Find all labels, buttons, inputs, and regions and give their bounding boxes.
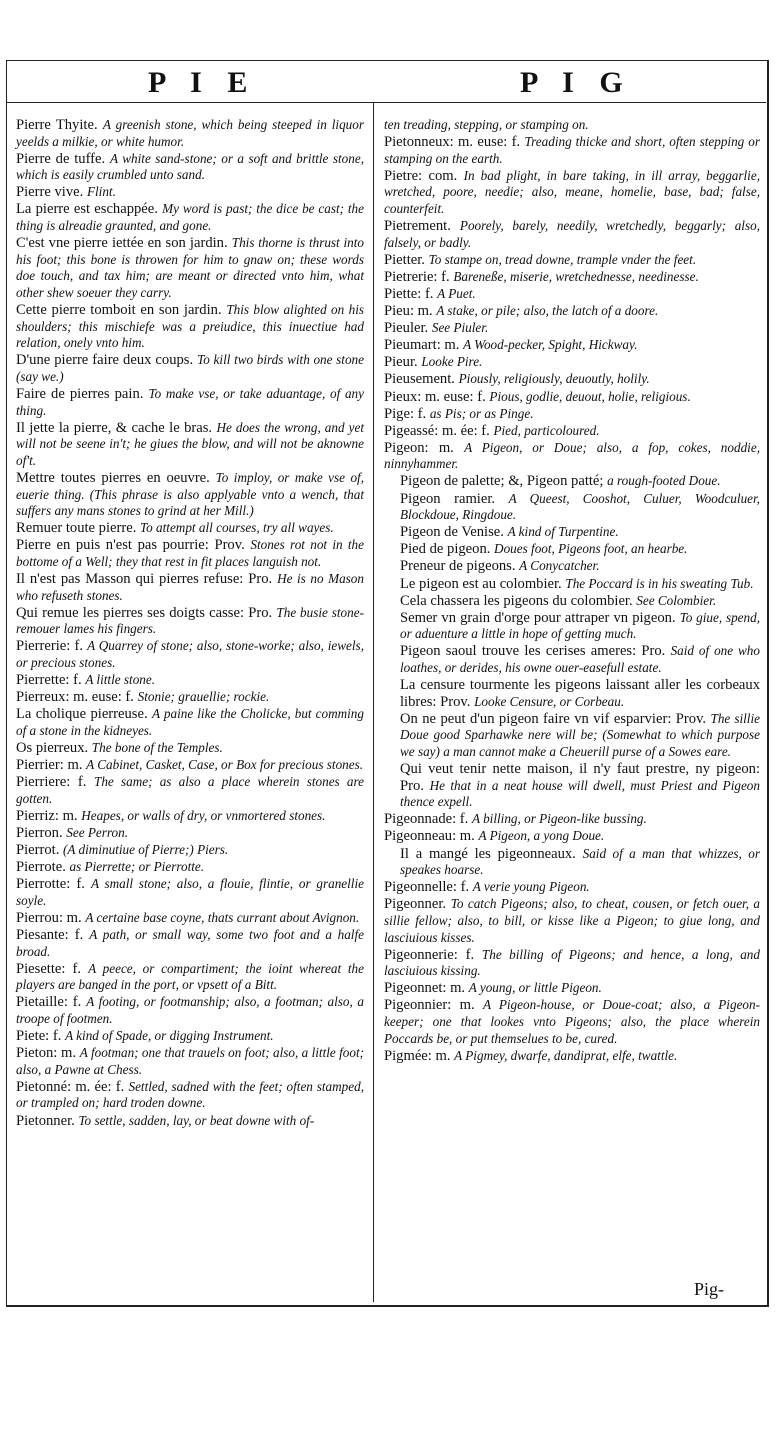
entry-headword: Pieusement. xyxy=(384,371,455,388)
entry-definition: He is no Mason who refuseth stones. xyxy=(16,571,364,603)
entry-headword: C'est vne pierre iettée en son jardin. xyxy=(16,235,228,252)
entry-definition: See Colombier. xyxy=(636,592,717,608)
entry-headword: La pierre est eschappée. xyxy=(16,201,158,218)
entry-headword: Pierrier: m. xyxy=(16,757,83,774)
entry-headword: Pigeonnet: m. xyxy=(384,980,466,997)
entry-headword: Pierrotte: f. xyxy=(16,876,85,893)
entry-definition: A young, or little Pigeon. xyxy=(468,980,602,996)
entry-headword: Pigeonnier: m. xyxy=(384,997,475,1014)
dictionary-entry xyxy=(384,354,760,371)
dictionary-entry xyxy=(16,1079,364,1112)
entry-definition: A footing, or footmanship; also, a footman; also, a troope of footmen. xyxy=(16,994,364,1026)
running-head-left: P I E xyxy=(148,66,257,99)
dictionary-entry xyxy=(16,386,364,419)
entry-definition: He does the wrong, and yet will not be seene in't; he giues the blow, and will not be aknowne of't. xyxy=(16,419,364,468)
entry-definition: A certaine base coyne, thats currant about Avignon. xyxy=(85,909,360,925)
entry-headword: Pietrement. xyxy=(384,218,451,235)
entry-definition: A paine like the Cholicke, but comming of a stone in the kidneyes. xyxy=(16,706,364,738)
entry-definition: Pied, particoloured. xyxy=(493,422,600,438)
dictionary-entry xyxy=(384,524,760,541)
entry-definition: A white sand-stone; or a soft and brittle stone, which is easily crumbled unto sand. xyxy=(16,150,364,183)
entry-headword: Il n'est pas Masson qui pierres refuse: Pro. xyxy=(16,571,273,588)
dictionary-entry xyxy=(16,571,364,604)
entry-headword: Il a mangé les pigeonneaux. xyxy=(400,845,576,862)
entry-headword: Pigeonnelle: f. xyxy=(384,879,470,896)
dictionary-entry xyxy=(16,1045,364,1078)
catchword: Pig- xyxy=(694,1279,725,1299)
entry-definition: The Poccard is in his sweating Tub. xyxy=(565,575,754,591)
entry-definition: A kind of Turpentine. xyxy=(507,524,619,540)
entry-headword: Piete: f. xyxy=(16,1028,62,1045)
entry-definition: A small stone; also, a flouie, flintie, or granellie soyle. xyxy=(16,876,364,908)
dictionary-entry xyxy=(16,201,364,234)
entry-headword: On ne peut d'un pigeon faire vn vif esparvier: Prov. xyxy=(400,710,707,727)
entry-headword: Pigeonnade: f. xyxy=(384,811,469,828)
entry-definition: as Pierrette; or Pierrotte. xyxy=(69,859,205,875)
dictionary-entry xyxy=(16,774,364,807)
entry-headword: La cholique pierreuse. xyxy=(16,706,148,723)
dictionary-entry xyxy=(384,541,760,558)
dictionary-entry xyxy=(384,643,760,676)
dictionary-entry xyxy=(16,757,364,774)
dictionary-entry xyxy=(16,825,364,842)
entry-definition: This blow alighted on his shoulders; this mischiefe was a preiudice, this inuectiue had relation, onely vnto him. xyxy=(16,302,364,351)
entry-definition: Said of one who loathes, or derides, his owne ouer-easefull estate. xyxy=(400,643,760,675)
dictionary-entry xyxy=(16,689,364,706)
entry-headword: Pietter. xyxy=(384,251,425,268)
entry-headword: Pietrerie: f. xyxy=(384,268,450,285)
dictionary-entry xyxy=(16,927,364,960)
entry-headword: Qui remue les pierres ses doigts casse: Pro. xyxy=(16,604,273,621)
dictionary-entry xyxy=(384,134,760,167)
entry-headword: Pigeon de Venise. xyxy=(400,524,504,541)
column-divider xyxy=(373,102,374,1302)
dictionary-entry xyxy=(384,846,760,879)
dictionary-entry xyxy=(384,593,760,610)
entry-headword: Pigeassé: m. ée: f. xyxy=(384,422,490,439)
entry-headword: Pierre de tuffe. xyxy=(16,150,106,167)
left-column xyxy=(16,117,364,1130)
entry-headword: Piesante: f. xyxy=(16,927,84,943)
dictionary-entry xyxy=(384,558,760,575)
dictionary-entry xyxy=(384,286,760,303)
dictionary-entry xyxy=(16,235,364,301)
dictionary-entry xyxy=(384,473,760,490)
entry-definition: Flint. xyxy=(86,184,116,200)
entry-headword: Faire de pierres pain. xyxy=(16,386,144,402)
entry-definition: To imploy, or make vse of, euerie thing. (This phrase is also applyable vnto a wench, that suffers any mans stones to grind at her Mill.) xyxy=(16,469,365,519)
dictionary-entry xyxy=(16,1028,364,1045)
dictionary-entry xyxy=(16,151,364,184)
dictionary-entry xyxy=(384,677,760,710)
dictionary-entry xyxy=(384,1048,760,1065)
entry-headword: Piette: f. xyxy=(384,285,434,302)
entry-headword: Piesette: f. xyxy=(16,960,82,977)
entry-headword: Pigeon ramier. xyxy=(400,490,496,507)
dictionary-entry xyxy=(16,605,364,638)
entry-definition: A Pigeon, a yong Doue. xyxy=(478,828,605,844)
dictionary-entry xyxy=(384,218,760,251)
entry-headword: Pierriz: m. xyxy=(16,807,78,824)
entry-definition: Looke Pire. xyxy=(421,354,483,370)
entry-definition: Poorely, barely, needily, wretchedly, beggarly; also, falsely, or badly. xyxy=(384,218,760,250)
dictionary-entry xyxy=(384,337,760,354)
dictionary-entry xyxy=(16,1113,364,1130)
entry-definition: A path, or small way, some two foot and a halfe broad. xyxy=(16,927,364,959)
entry-definition: Doues foot, Pigeons foot, an hearbe. xyxy=(494,541,688,557)
entry-headword: Pierre vive. xyxy=(16,184,84,201)
entry-definition: as Pis; or as Pinge. xyxy=(429,405,534,421)
dictionary-entry xyxy=(384,828,760,845)
entry-definition: Looke Censure, or Corbeau. xyxy=(474,693,625,709)
entry-definition: To catch Pigeons; also, to cheat, cousen, or fetch ouer, a sillie fellow; also, to bill, or kisse like a Pigeon; to giue long, and lasciuious kisses. xyxy=(384,896,760,945)
entry-definition: (A diminutiue of Pierre;) Piers. xyxy=(63,842,229,858)
entry-definition: A Pigeon, or Doue; also, a fop, cokes, noddie, ninnyhammer. xyxy=(384,439,760,472)
dictionary-entry xyxy=(16,184,364,201)
dictionary-entry xyxy=(16,961,364,994)
dictionary-entry xyxy=(384,168,760,218)
entry-definition: To giue, spend, or aduenture a little in hope of getting much. xyxy=(400,609,761,642)
dictionary-entry xyxy=(384,406,760,423)
entry-headword: Pieur. xyxy=(384,354,418,371)
entry-definition: The busie stone-remouer lames his fingers. xyxy=(16,604,364,637)
entry-definition: A footman; one that trauels on foot; also, a little foot; also, a Pawne at Chess. xyxy=(16,1045,365,1077)
entry-definition: He that in a neat house will dwell, must Priest and Pigeon thence expell. xyxy=(400,777,760,810)
entry-definition: Said of a man that whizzes, or speakes hoarse. xyxy=(400,845,760,878)
entry-headword: Remuer toute pierre. xyxy=(16,520,137,537)
entry-definition: A Pigeon-house, or Doue-coat; also, a Pigeon-keeper; one that lookes vnto Pigeons; also, the place wherein Poccards be, or put themselues to be, cured. xyxy=(384,997,760,1046)
entry-definition: A stake, or pile; also, the latch of a doore. xyxy=(436,303,659,319)
header-rule xyxy=(6,102,766,103)
entry-definition: A little stone. xyxy=(85,672,156,688)
entry-headword: Pieton: m. xyxy=(16,1045,77,1062)
dictionary-entry xyxy=(16,706,364,739)
entry-definition: Stones rot not in the bottome of a Well; they that rest in fit places languish not. xyxy=(16,537,364,569)
entry-headword: Pierre en puis n'est pas pourrie: Prov. xyxy=(16,537,245,554)
entry-headword: Pietonner. xyxy=(16,1112,75,1129)
dictionary-entry xyxy=(16,520,364,537)
entry-definition: A verie young Pigeon. xyxy=(472,879,590,895)
entry-headword: Pigeon de palette; &, Pigeon patté; xyxy=(400,473,604,490)
entry-headword: Pierrerie: f. xyxy=(16,638,83,655)
entry-headword: Qui veut tenir nette maison, il n'y faut prestre, ny pigeon: Pro. xyxy=(400,761,760,794)
entry-definition: Settled, sadned with the feet; often stamped, or trampled on; hard troden downe. xyxy=(16,1078,364,1111)
entry-definition: See Piuler. xyxy=(431,320,489,336)
dictionary-entry xyxy=(384,491,760,524)
entry-headword: Pietonné: m. ée: f. xyxy=(16,1078,125,1095)
dictionary-entry xyxy=(384,440,760,473)
dictionary-entry xyxy=(384,303,760,320)
entry-definition: A billing, or Pigeon-like bussing. xyxy=(471,811,647,827)
entry-headword: Pige: f. xyxy=(384,405,427,422)
entry-headword: La censure tourmente les pigeons laissant aller les corbeaux libres: Prov. xyxy=(400,677,760,710)
entry-headword: Pigeonnerie: f. xyxy=(384,946,475,963)
entry-definition: Stonie; grauellie; rockie. xyxy=(137,689,270,705)
dictionary-entry xyxy=(16,117,364,150)
entry-definition: The bone of the Temples. xyxy=(91,739,223,755)
entry-definition: My word is past; the dice be cast; the thing is alreadie graunted, and gone. xyxy=(16,201,365,234)
dictionary-entry xyxy=(16,994,364,1027)
entry-headword: Pierre Thyite. xyxy=(16,117,98,133)
entry-definition: A kind of Spade, or digging Instrument. xyxy=(65,1028,274,1044)
entry-definition: In bad plight, in bare taking, in ill array, beggarlie, wretched, poore, needie; also, meane, homelie, base, bad; false, counterfeit. xyxy=(384,167,760,216)
entry-definition: To settle, sadden, lay, or beat downe with of- xyxy=(78,1112,315,1128)
entry-headword: Pierrou: m. xyxy=(16,909,82,926)
running-head-right: P I G xyxy=(520,66,632,99)
entry-definition: To kill two birds with one stone (say we.) xyxy=(16,352,365,384)
dictionary-entry xyxy=(384,980,760,997)
entry-headword: D'une pierre faire deux coups. xyxy=(16,352,194,369)
entry-headword: Pierrote. xyxy=(16,859,66,876)
entry-definition: Heapes, or walls of dry, or vnmortered stones. xyxy=(81,807,326,823)
dictionary-entry xyxy=(384,879,760,896)
entry-headword: Pieu: m. xyxy=(384,303,433,320)
entry-definition: A Queest, Cooshot, Culuer, Woodculuer, Blockdoue, Ringdoue. xyxy=(400,490,760,523)
entry-headword: Pierriere: f. xyxy=(16,774,87,791)
entry-headword: Pigeon saoul trouve les cerises ameres: Pro. xyxy=(400,643,666,660)
dictionary-entry xyxy=(16,859,364,876)
dictionary-entry xyxy=(384,997,760,1047)
entry-headword: Pied de pigeon. xyxy=(400,541,491,558)
entry-definition: Piously, religiously, deuoutly, holily. xyxy=(458,371,650,387)
entry-headword: Pietre: com. xyxy=(384,167,458,184)
entry-definition: Pious, godlie, deuout, holie, religious. xyxy=(489,388,691,404)
dictionary-entry xyxy=(384,811,760,828)
entry-definition: The sillie Doue good Sparhawke nere will be; (Somewhat to which purpose we say) a man cannot make a Cheuerill purse of a Sowes eare. xyxy=(400,710,760,759)
entry-definition: See Perron. xyxy=(66,824,129,840)
entry-headword: Pietaille: f. xyxy=(16,994,82,1011)
right-column xyxy=(384,117,760,1065)
entry-headword: Os pierreux. xyxy=(16,739,89,756)
dictionary-entry xyxy=(16,672,364,689)
entry-definition: A Wood-pecker, Spight, Hickway. xyxy=(463,337,638,353)
entry-definition: A Puet. xyxy=(437,285,476,301)
entry-definition: A Cabinet, Casket, Case, or Box for precious stones. xyxy=(86,757,364,773)
entry-definition: Bareneße, miserie, wretchednesse, needinesse. xyxy=(453,268,699,284)
entry-headword: Pigmée: m. xyxy=(384,1047,451,1064)
entry-headword: Pierrot. xyxy=(16,842,60,859)
dictionary-entry xyxy=(384,269,760,286)
entry-definition: The same; as also a place wherein stones are gotten. xyxy=(16,774,364,806)
entry-headword: Le pigeon est au colombier. xyxy=(400,575,562,592)
entry-headword: Pieux: m. euse: f. xyxy=(384,388,486,405)
entry-headword: Mettre toutes pierres en oeuvre. xyxy=(16,469,210,486)
entry-definition: a rough-footed Doue. xyxy=(607,473,721,489)
entry-headword: Pierreux: m. euse: f. xyxy=(16,689,134,706)
dictionary-entry xyxy=(16,876,364,909)
entry-definition: A Conycatcher. xyxy=(519,558,600,574)
dictionary-entry xyxy=(16,352,364,385)
entry-definition: To attempt all courses, try all wayes. xyxy=(140,520,334,536)
entry-headword: Pierron. xyxy=(16,824,63,841)
dictionary-entry xyxy=(384,389,760,406)
entry-headword: Pigeonneau: m. xyxy=(384,828,475,845)
dictionary-entry xyxy=(16,420,364,470)
entry-headword: Cela chassera les pigeons du colombier. xyxy=(400,592,633,609)
dictionary-entry xyxy=(384,576,760,593)
entry-headword: Pierrette: f. xyxy=(16,672,82,689)
entry-headword: Il jette la pierre, & cache le bras. xyxy=(16,419,213,436)
dictionary-entry xyxy=(16,740,364,757)
dictionary-entry xyxy=(16,808,364,825)
entry-definition: The billing of Pigeons; and hence, a long, and lasciuious kissing. xyxy=(384,946,760,979)
entry-headword: Cette pierre tomboit en son jardin. xyxy=(16,302,222,319)
dictionary-entry xyxy=(384,947,760,980)
dictionary-entry xyxy=(384,371,760,388)
dictionary-entry xyxy=(16,842,364,859)
entry-headword: Pigeon: m. xyxy=(384,439,454,456)
dictionary-entry xyxy=(16,638,364,671)
dictionary-entry xyxy=(384,711,760,761)
dictionary-entry xyxy=(384,896,760,946)
dictionary-entry xyxy=(384,320,760,337)
dictionary-entry xyxy=(16,470,364,520)
entry-headword: Pieuler. xyxy=(384,320,429,337)
entry-headword: Pigeonner. xyxy=(384,896,447,913)
entry-headword: Semer vn grain d'orge pour attraper vn pigeon. xyxy=(400,609,676,626)
entry-definition: This thorne is thrust into his foot; this bone is throwen for him to gnaw on; these words doe touch, and tax him; are meant or directed vnto him, what other shew soeuer they carry. xyxy=(16,235,364,300)
dictionary-entry xyxy=(384,117,760,134)
entry-definition: A peece, or compartiment; the ioint whereat the players are banged in the port, or vpsett of a Bitt. xyxy=(16,960,365,993)
dictionary-entry xyxy=(16,302,364,352)
entry-headword: Preneur de pigeons. xyxy=(400,558,516,575)
dictionary-entry xyxy=(16,537,364,570)
entry-definition: A Pigmey, dwarfe, dandiprat, elfe, twattle. xyxy=(454,1047,678,1063)
dictionary-entry xyxy=(384,423,760,440)
dictionary-entry xyxy=(384,252,760,269)
entry-definition: A greenish stone, which being steeped in liquor yeelds a milkie, or white humor. xyxy=(16,117,364,149)
entry-headword: Pietonneux: m. euse: f. xyxy=(384,134,521,151)
entry-definition: To stampe on, tread downe, trample vnder the feet. xyxy=(428,251,697,267)
entry-definition: A Quarrey of stone; also, stone-worke; also, iewels, or precious stones. xyxy=(16,638,364,670)
entry-definition: To make vse, or take aduantage, of any thing. xyxy=(16,386,365,418)
dictionary-entry xyxy=(16,910,364,927)
dictionary-entry xyxy=(384,610,760,643)
entry-definition: ten treading, stepping, or stamping on. xyxy=(384,117,589,132)
entry-definition: Treading thicke and short, often stepping or stamping on the earth. xyxy=(384,134,760,166)
entry-headword: Pieumart: m. xyxy=(384,337,460,354)
dictionary-entry xyxy=(384,761,760,811)
